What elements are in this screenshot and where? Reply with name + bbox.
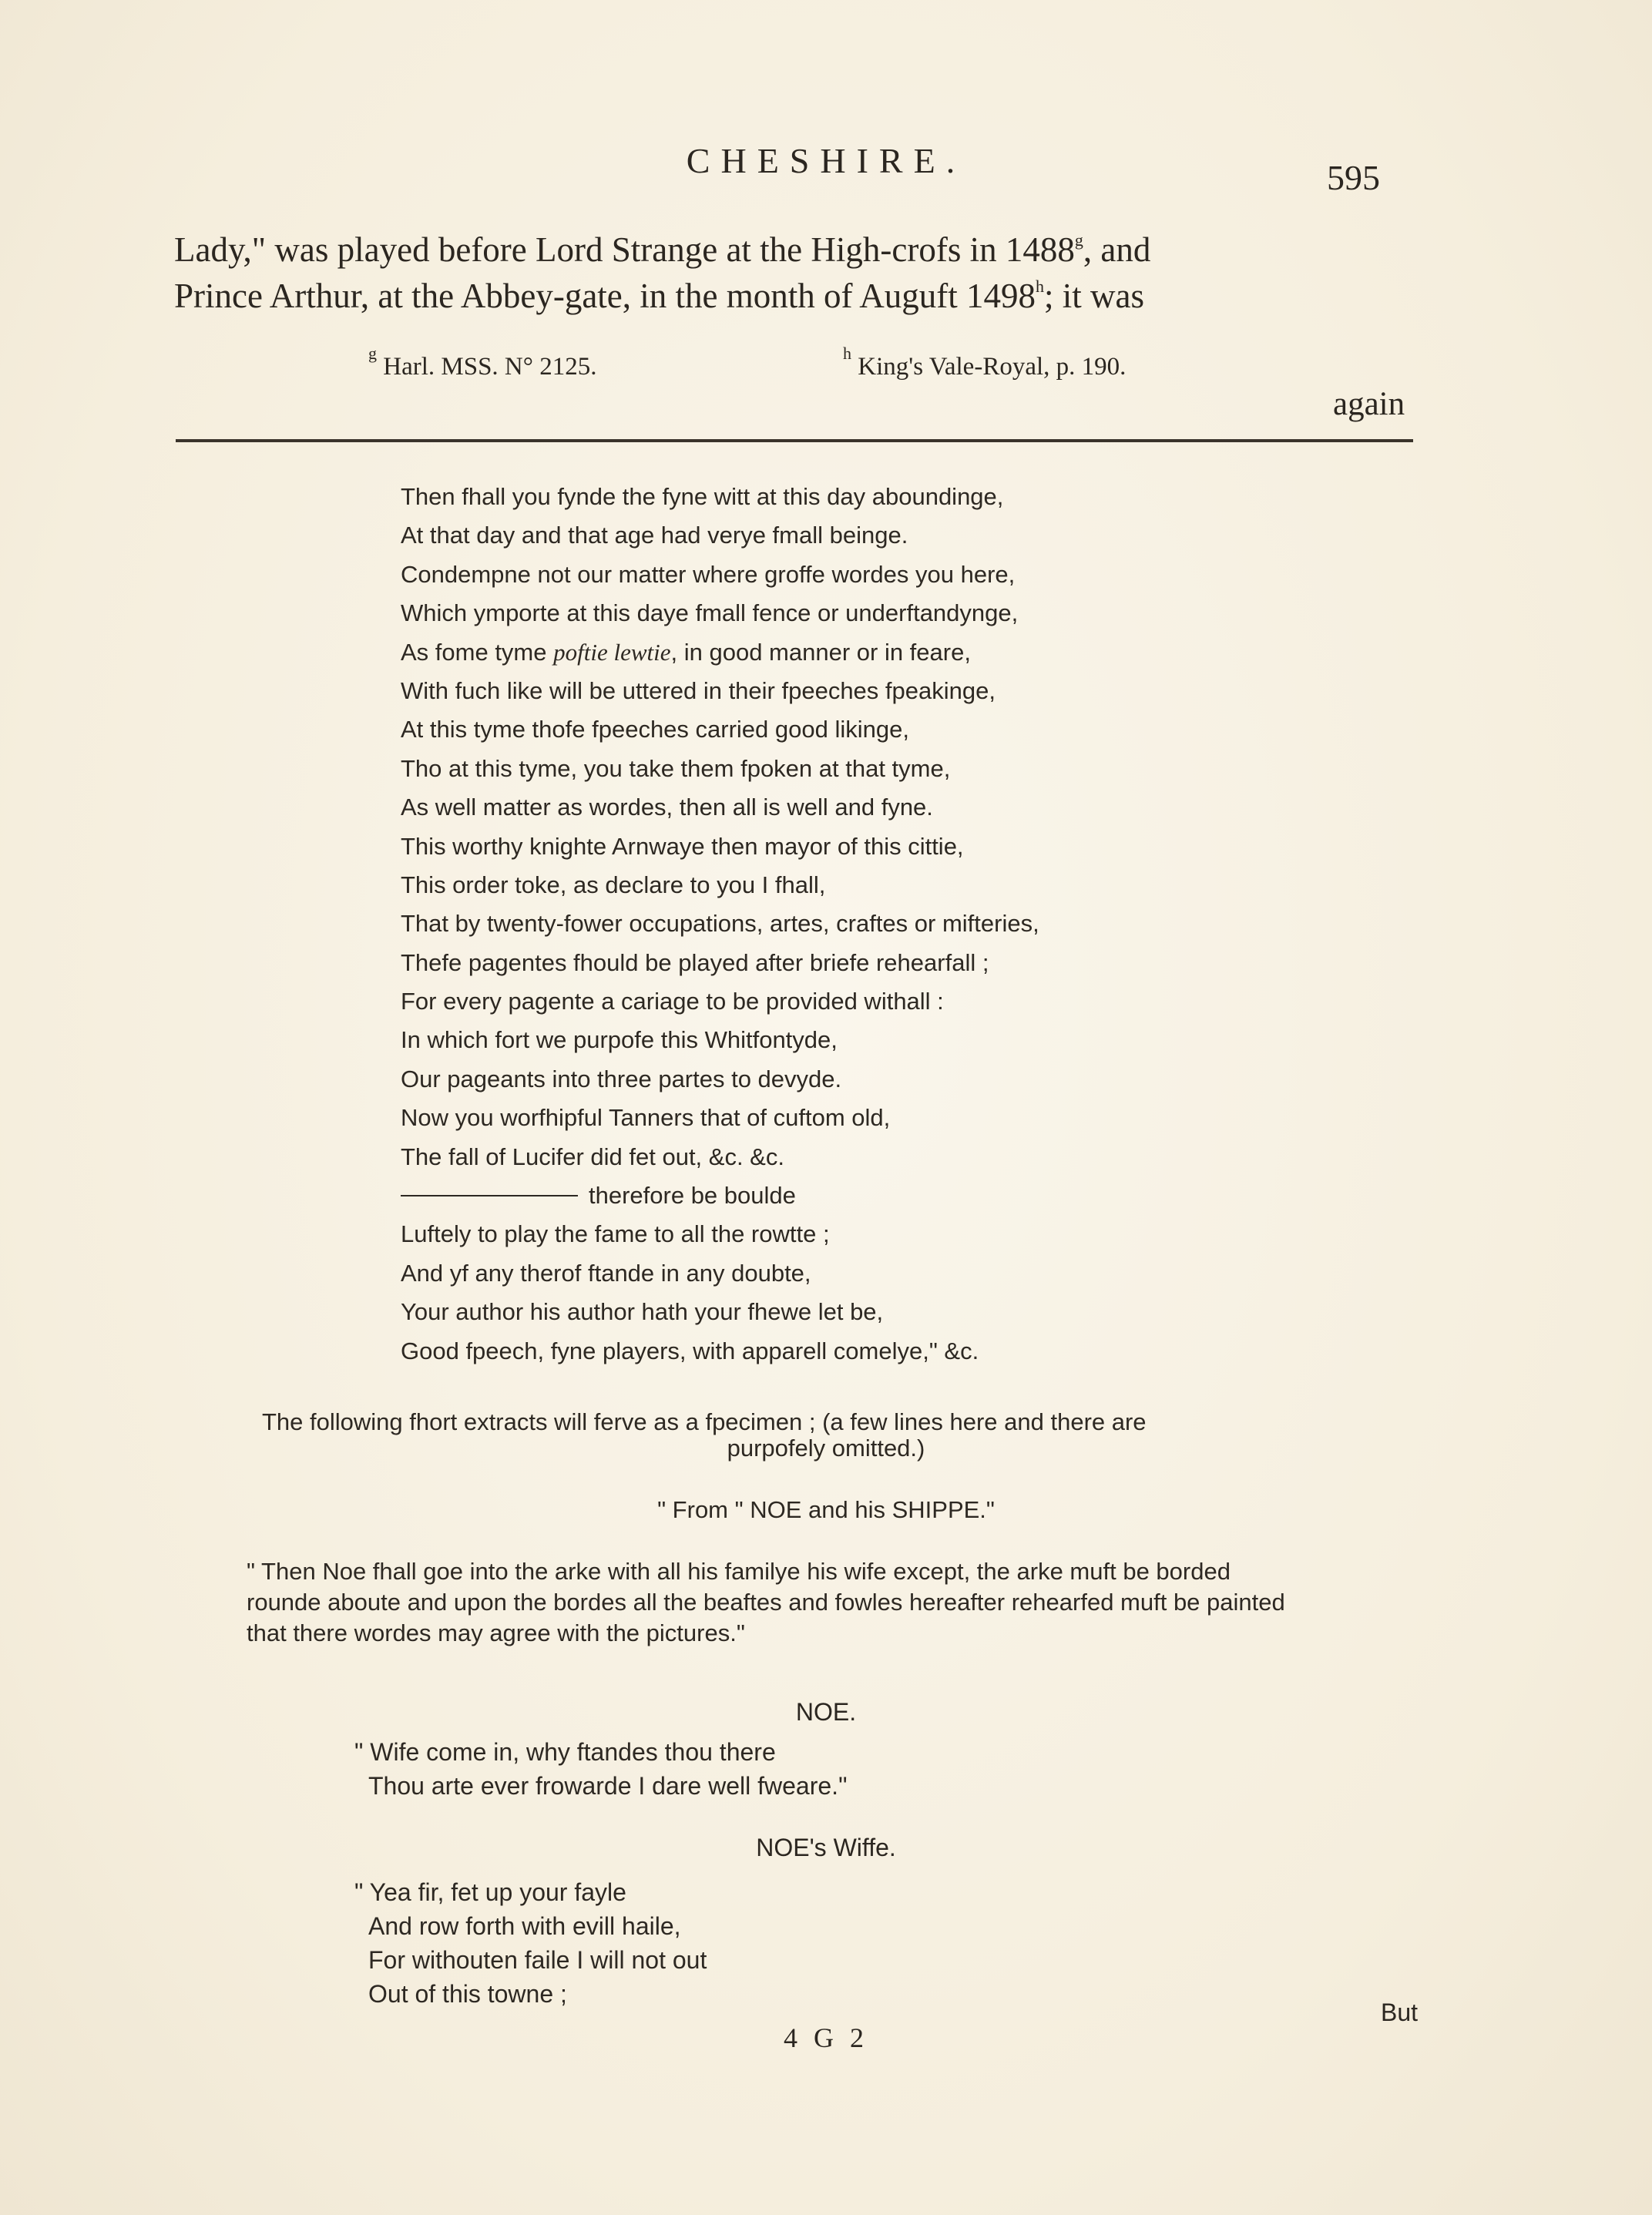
- verse-line: Good fpeech, fyne players, with apparell comelye," &c.: [401, 1337, 979, 1364]
- body-line-left: Prince Arthur, at the Abbey-gate, in the month of Auguft 1498: [174, 277, 1036, 315]
- verse-line: As well matter as wordes, then all is well and fyne.: [401, 794, 933, 821]
- verse-line: Condempne not our matter where groffe wordes you here,: [401, 560, 1016, 588]
- stanza: [354, 1735, 847, 1803]
- verse-line: With fuch like will be uttered in their fpeeches fpeakinge,: [401, 676, 996, 704]
- body-line-text: [174, 227, 1150, 273]
- verse-line: Our pageants into three partes to devyde.: [401, 1065, 842, 1092]
- stanza-line: Thou arte ever frowarde I dare well fweare.": [368, 1772, 848, 1800]
- footnote-g: [368, 344, 597, 381]
- verse-italic: poftie lewtie: [553, 638, 671, 666]
- verse-line: Your author his author hath your fhewe let be,: [401, 1298, 884, 1326]
- verse-line: [401, 1176, 1039, 1215]
- verse-line: This order toke, as declare to you I fhall,: [401, 871, 826, 898]
- footnote-text: Harl. MSS. N° 2125.: [383, 353, 597, 381]
- stanza: [354, 1875, 707, 2011]
- stanza-line: Out of this towne ;: [368, 1980, 567, 2008]
- body-line-right: , and: [1083, 230, 1151, 269]
- verse-line: The fall of Lucifer did fet out, &c. &c.: [401, 1143, 784, 1170]
- verse-line: And yf any therof ftande in any doubte,: [401, 1259, 811, 1287]
- prose-line: purpofely omitted.): [727, 1435, 925, 1462]
- ellipsis-dash: [401, 1195, 578, 1196]
- body-line: [174, 273, 1415, 319]
- verse-text: therefore be boulde: [589, 1182, 796, 1210]
- catchword-bottom: But: [1381, 1999, 1419, 2026]
- speaker-heading: NOE.: [795, 1698, 857, 1726]
- verse-text: , in good manner or in feare,: [670, 638, 971, 666]
- extract-title: " From " NOE and his SHIPPE.": [657, 1496, 995, 1523]
- stanza-line: " Wife come in, why ftandes thou there: [354, 1738, 776, 1766]
- verse-line: Which ymporte at this daye fmall fence or underftandynge,: [401, 599, 1019, 627]
- body-line: [174, 227, 1415, 273]
- prose-line: rounde aboute and upon the bordes all the beaftes and fowles hereafter rehearfed muft be painted: [247, 1589, 1285, 1616]
- footnote-text: King's Vale-Royal, p. 190.: [858, 353, 1127, 381]
- speaker-heading: NOE's Wiffe.: [756, 1834, 896, 1861]
- stanza-line: And row forth with evill haile,: [368, 1912, 681, 1940]
- verse-line: For every pagente a cariage to be provided withall :: [401, 988, 944, 1015]
- horizontal-rule: [176, 439, 1413, 442]
- body-text: [174, 227, 1415, 319]
- verse-text: As fome tyme: [401, 638, 554, 666]
- verse-line: [401, 633, 1039, 672]
- verse-line: Luftely to play the fame to all the rowtte ;: [401, 1220, 830, 1248]
- signature-mark: 4 G 2: [784, 2022, 868, 2053]
- verse-line: That by twenty-fower occupations, artes, craftes or mifteries,: [401, 910, 1039, 938]
- body-line-right: ; it was: [1044, 277, 1144, 315]
- stanza-line: For withouten faile I will not out: [368, 1946, 707, 1974]
- stanza-line: " Yea fir, fet up your fayle: [354, 1878, 626, 1906]
- footnote-marker: g: [368, 344, 377, 363]
- verse-line: Then fhall you fynde the fyne witt at this day aboundinge,: [401, 483, 1004, 510]
- verse-line: This worthy knighte Arnwaye then mayor of this cittie,: [401, 832, 964, 860]
- footnote-ref-g: g: [1074, 230, 1083, 250]
- body-line-left: Lady," was played before Lord Strange at the High-crofs in 1488: [174, 230, 1075, 269]
- footnote-marker: h: [843, 344, 851, 363]
- footnote-h: [843, 344, 1127, 381]
- verse-line: At that day and that age had verye fmall beinge.: [401, 522, 908, 549]
- verse-line: Now you worfhipful Tanners that of cuftom old,: [401, 1104, 891, 1132]
- stage-direction: [247, 1556, 1285, 1649]
- page-number: 595: [1327, 158, 1380, 197]
- footnote-ref-h: h: [1036, 277, 1044, 296]
- prose-line: The following fhort extracts will ferve as a fpecimen ; (a few lines here and there are: [262, 1408, 1147, 1435]
- verse-line: At this tyme thofe fpeeches carried good likinge,: [401, 716, 909, 743]
- body-line-text: [174, 273, 1144, 319]
- verse-line: Tho at this tyme, you take them fpoken at that tyme,: [401, 754, 951, 782]
- running-head: CHESHIRE.: [686, 141, 966, 180]
- verse-block: [401, 478, 1039, 1371]
- verse-line: In which fort we purpofe this Whitfontyde,: [401, 1026, 838, 1054]
- prose-line: that there wordes may agree with the pictures.": [247, 1619, 745, 1646]
- verse-line: Thefe pagentes fhould be played after briefe rehearfall ;: [401, 948, 989, 976]
- catchword-top: again: [1333, 386, 1405, 422]
- prose-line: " Then Noe fhall goe into the arke with all his familye his wife except, the arke muft be borded: [247, 1558, 1231, 1585]
